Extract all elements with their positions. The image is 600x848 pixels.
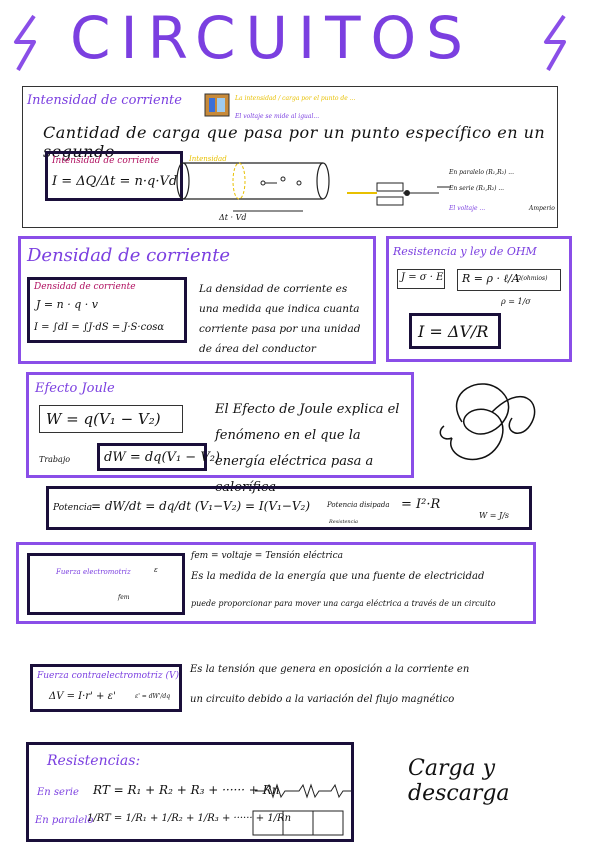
ohm-formula-2-box bbox=[457, 269, 561, 291]
carga-descarga-text: Carga y descarga bbox=[408, 756, 510, 806]
ohm-section bbox=[386, 236, 572, 362]
ohm-formula-3: I = ΔV/R bbox=[418, 322, 489, 341]
ohm-formula-1: J = σ · E bbox=[401, 272, 444, 283]
intensidad-formula-box bbox=[45, 151, 183, 201]
fem-line-3: puede proporcionar para mover una carga eléctrica a través de un circuito bbox=[191, 599, 496, 608]
joule-formula-1-box bbox=[39, 405, 183, 433]
ohm-formula-3-box bbox=[409, 313, 501, 349]
ammeter-label: Amperio bbox=[529, 205, 555, 212]
ohm-rho: ρ = 1/σ bbox=[501, 297, 531, 306]
serie-formula: RT = R₁ + R₂ + R₃ + ······ + Rn bbox=[93, 783, 280, 797]
densidad-formula-box bbox=[27, 277, 187, 343]
fem-sub: fem bbox=[118, 594, 130, 601]
dt-vd-label: Δt · Vd bbox=[219, 213, 247, 222]
fem-line-1: fem = voltaje = Tensión eléctrica bbox=[191, 551, 343, 561]
watts-label: W = J/s bbox=[479, 511, 510, 520]
resistencias-heading: Resistencias: bbox=[47, 753, 141, 769]
joule-heading: Efecto Joule bbox=[35, 381, 115, 396]
parallel-note: En paralelo (R₁,R₂) ... bbox=[449, 169, 514, 176]
paralelo-formula: 1/RT = 1/R₁ + 1/R₂ + 1/R₃ + ······ + 1/Rn bbox=[87, 813, 292, 824]
densidad-section bbox=[18, 236, 376, 364]
joule-description: El Efecto de Joule explica el fenómeno en el que la energía eléctrica pasa a calorífica bbox=[215, 402, 400, 495]
fcem-formula: ΔV = I·r' + ε' bbox=[49, 691, 116, 702]
series-note: En serie (R₁,R₂) ... bbox=[449, 185, 505, 192]
ohm-heading: Resistencia y ley de OHM bbox=[393, 245, 537, 258]
fcem-formula-small: ε' = dW'/dq bbox=[135, 693, 171, 700]
intensidad-section bbox=[22, 86, 558, 228]
trabajo-label: Trabajo bbox=[39, 455, 71, 464]
densidad-formula-2: I = ∫dI = ∫J·dS = J·S·cosα bbox=[34, 322, 165, 333]
intensidad-heading: Intensidad de corriente bbox=[27, 93, 182, 108]
intensidad-formula: I = ΔQ/Δt = n·q·Vd bbox=[52, 174, 178, 189]
potencia-disipada-label: Potencia disipada bbox=[327, 501, 390, 509]
fcem-line-2: un circuito debido a la variación del flujo magnético bbox=[190, 694, 455, 705]
potencia-formula: = dW/dt = dq/dt (V₁−V₂) = I(V₁−V₂) bbox=[91, 499, 311, 513]
voltage-note: El voltaje ... bbox=[449, 205, 486, 212]
diagram-label: Intensidad bbox=[189, 155, 227, 163]
densidad-formula-title: Densidad de corriente bbox=[34, 282, 136, 292]
intensidad-formula-title: Intensidad de corriente bbox=[52, 156, 160, 166]
fem-symbol-box bbox=[27, 553, 185, 615]
resistencia-label: Resistencia bbox=[329, 519, 359, 525]
fcem-line-1: Es la tensión que genera en oposición a la corriente en bbox=[190, 664, 470, 675]
resistencias-section bbox=[26, 742, 354, 842]
joule-section bbox=[26, 372, 414, 495]
intensidad-main-text: Cantidad de carga que pasa por un punto específico en un segundo bbox=[43, 123, 546, 161]
resistor-circuit-diagram bbox=[347, 171, 457, 223]
serie-label: En serie bbox=[37, 787, 79, 798]
ohm-formula-2: R = ρ · ℓ/A bbox=[462, 272, 520, 285]
fem-section bbox=[16, 542, 536, 624]
fcem-box bbox=[30, 664, 182, 712]
page-title: CIRCUITOS bbox=[70, 4, 473, 72]
title-bolt-right-icon bbox=[538, 12, 572, 78]
yellow-note: La intensidad / carga por el punto de ... bbox=[235, 95, 356, 102]
fem-line-2: Es la medida de la energía que una fuente de electricidad bbox=[191, 571, 485, 582]
potencia-formula-2: = I²·R bbox=[401, 497, 441, 512]
serie-resistor-diagram bbox=[255, 781, 351, 805]
densidad-formula-1: J = n · q · v bbox=[36, 298, 98, 311]
densidad-description: La densidad de corriente es una medida que indica cuanta corriente pasa por una unidad de área del conductor bbox=[199, 283, 361, 355]
paralelo-resistor-diagram bbox=[249, 805, 349, 845]
joule-formula-1: W = q(V₁ − V₂) bbox=[46, 410, 161, 428]
paralelo-label: En paralelo bbox=[35, 815, 94, 826]
title-bolt-left-icon bbox=[8, 12, 42, 78]
fem-heading: Fuerza electromotriz bbox=[56, 568, 131, 576]
purple-note: El voltaje se mide al igual... bbox=[235, 113, 320, 120]
decorative-scribble-icon bbox=[432, 372, 552, 476]
potencia-label: Potencia bbox=[53, 503, 93, 513]
joule-formula-2: dW = dq(V₁ − V₂) bbox=[104, 450, 220, 465]
book-icon bbox=[203, 91, 231, 123]
joule-formula-2-box bbox=[97, 443, 220, 471]
ohm-unit: Ω(ohmios) bbox=[516, 275, 548, 282]
densidad-heading: Densidad de corriente bbox=[27, 245, 231, 266]
fem-symbol: ε bbox=[154, 566, 158, 574]
fcem-heading: Fuerza contraelectromotriz (V) bbox=[37, 671, 179, 681]
conductor-diagram bbox=[173, 153, 333, 225]
ohm-formula-1-box bbox=[397, 269, 445, 289]
potencia-section bbox=[46, 486, 532, 530]
